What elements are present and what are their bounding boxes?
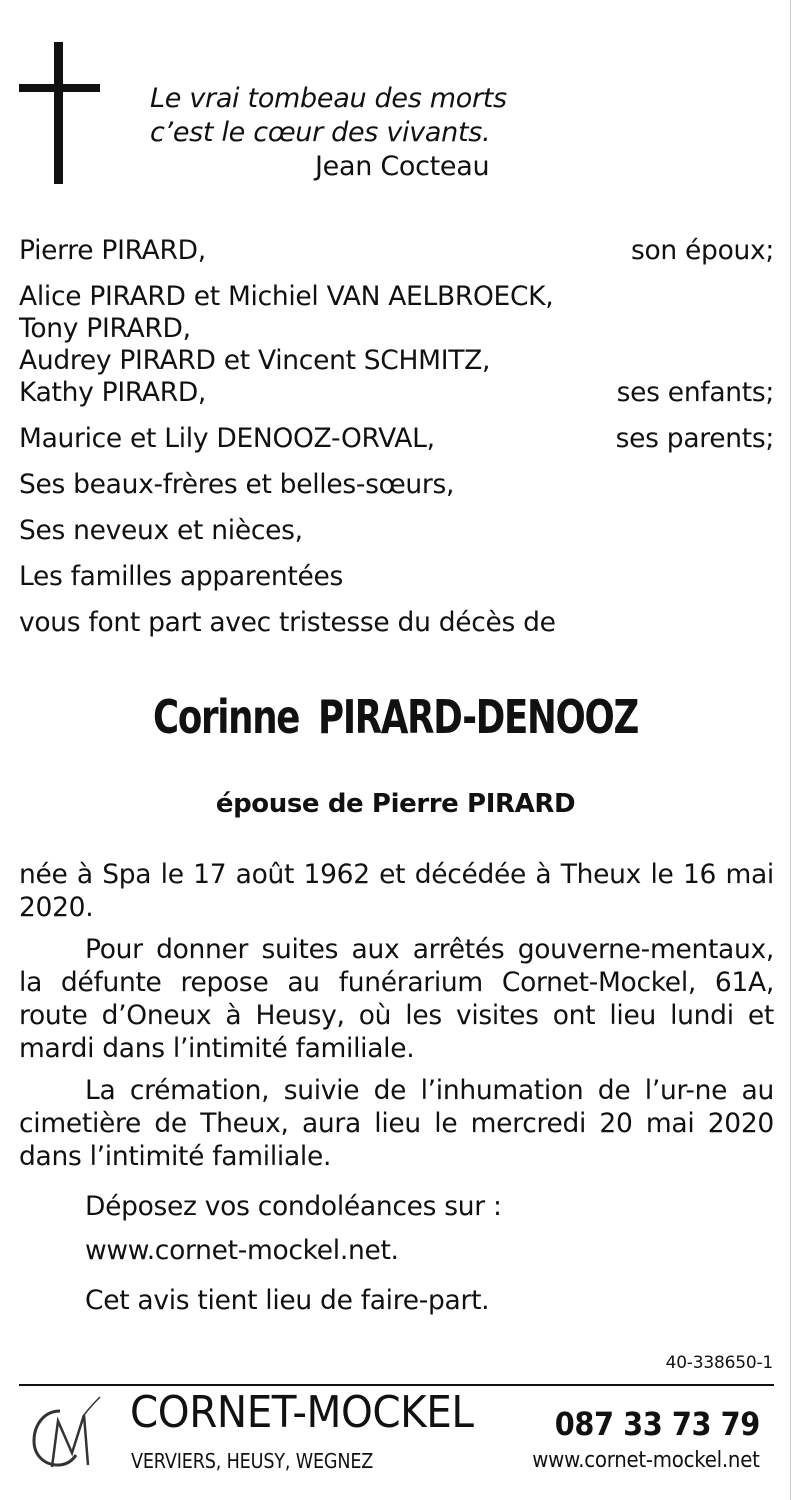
- family-row-child-3: [19, 345, 774, 377]
- family-row-spouse: [19, 235, 774, 267]
- child-name: Alice PIRARD et Michiel VAN AELBROECK,: [19, 281, 554, 312]
- visitation-paragraph: Pour donner suites aux arrêtés gouverne-mentaux, la défunte repose au funérarium Cornet-Mockel, 61A, route d’Oneux à Heusy, où les visites ont lieu lundi et mardi dans l’intimité familiale.: [19, 934, 774, 1064]
- spouse-role: son époux;: [631, 235, 774, 266]
- funeral-home-towns: VERVIERS, HEUSY, WEGNEZ: [131, 1449, 374, 1473]
- child-name: Audrey PIRARD et Vincent SCHMITZ,: [19, 345, 491, 376]
- deceased-first-name: Corinne: [153, 690, 300, 744]
- parents-name: Maurice et Lily DENOOZ-ORVAL,: [19, 423, 435, 454]
- funeral-home-phone[interactable]: 087 33 73 79: [554, 1405, 760, 1443]
- family-row-child-2: [19, 313, 774, 345]
- parents-role: ses parents;: [615, 423, 774, 454]
- quote-author: Jean Cocteau: [315, 151, 490, 182]
- deceased-spouse-line: épouse de Pierre PIRARD: [215, 789, 576, 819]
- relatives-line: Les familles apparentées: [19, 561, 343, 592]
- deceased-name: [55, 690, 735, 744]
- child-name: Tony PIRARD,: [19, 313, 191, 344]
- family-row-inlaws: [19, 469, 774, 501]
- birth-death-paragraph: née à Spa le 17 août 1962 et décédée à Theux le 16 mai 2020.: [19, 859, 774, 923]
- cross-horizontal-bar: [19, 84, 100, 92]
- quote-line-2: c’est le cœur des vivants.: [150, 117, 491, 148]
- cornet-mockel-logo-icon: [26, 1393, 102, 1471]
- family-row-parents: [19, 423, 774, 455]
- cross-vertical-bar: [54, 42, 63, 184]
- notice-body: [19, 858, 774, 1317]
- condolences-website[interactable]: www.cornet-mockel.net.: [85, 1235, 399, 1266]
- family-list: [19, 235, 774, 639]
- inlaws-line: Ses beaux-frères et belles-sœurs,: [19, 469, 455, 500]
- family-row-announce: [19, 607, 774, 639]
- epigraph-quote: [150, 82, 507, 184]
- deceased-last-name: PIRARD-DENOOZ: [318, 690, 638, 744]
- family-row-child-1: [19, 281, 774, 313]
- spouse-name: Pierre PIRARD,: [19, 235, 206, 266]
- announce-line: vous font part avec tristesse du décès de: [19, 607, 556, 638]
- funeral-home-brand: CORNET-MOCKEL: [130, 1387, 474, 1438]
- children-role: ses enfants;: [616, 377, 774, 408]
- funeral-home-website[interactable]: www.cornet-mockel.net: [532, 1448, 760, 1473]
- reference-number: 40-338650-1: [665, 1353, 773, 1373]
- condolences-line: Déposez vos condoléances sur :: [85, 1191, 502, 1222]
- footer-divider: [19, 1384, 774, 1386]
- notice-statement: Cet avis tient lieu de faire-part.: [85, 1285, 490, 1316]
- nephews-line: Ses neveux et nièces,: [19, 515, 303, 546]
- family-row-child-4: [19, 377, 774, 409]
- cremation-paragraph: La crémation, suivie de l’inhumation de l’ur-ne au cimetière de Theux, aura lieu le mercredi 20 mai 2020 dans l’intimité familiale.: [19, 1075, 774, 1172]
- family-row-nephews: [19, 515, 774, 547]
- quote-line-1: Le vrai tombeau des morts: [150, 83, 507, 114]
- child-name: Kathy PIRARD,: [19, 377, 207, 408]
- family-row-relatives: [19, 561, 774, 593]
